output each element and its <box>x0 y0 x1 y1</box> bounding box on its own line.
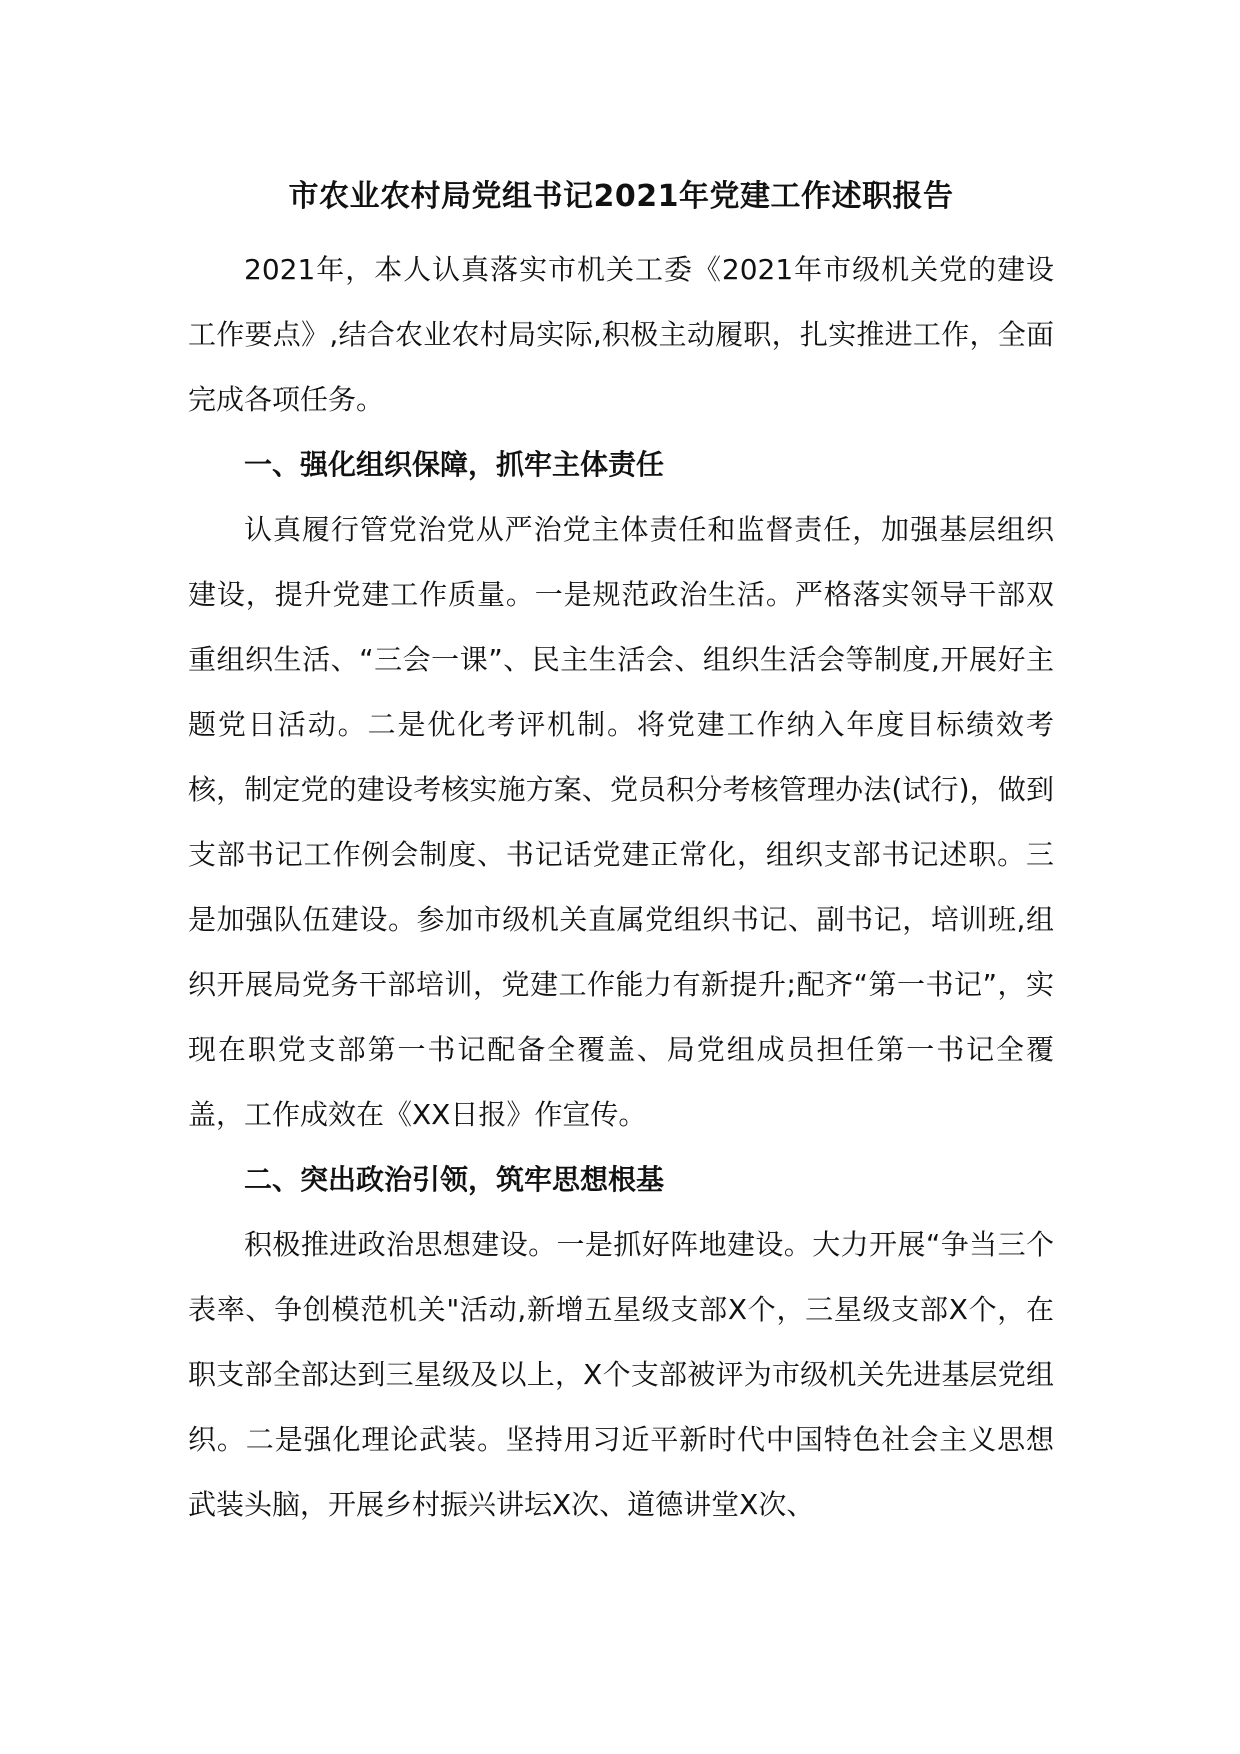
section-body-1: 认真履行管党治党从严治党主体责任和监督责任，加强基层组织建设，提升党建工作质量。一是规范政治生活。严格落实领导干部双重组织生活、“三会一课”、民主生活会、组织生活会等制度,开展好主题党日活动。二是优化考评机制。将党建工作纳入年度目标绩效考核，制定党的建设考核实施方案、党员积分考核管理办法(试行)，做到支部书记工作例会制度、书记话党建正常化，组织支部书记述职。三是加强队伍建设。参加市级机关直属党组织书记、副书记，培训班,组织开展局党务干部培训，党建工作能力有新提升;配齐“第一书记”，实现在职党支部第一书记配备全覆盖、局党组成员担任第一书记全覆盖，工作成效在《XX日报》作宣传。 <box>188 513 1054 1131</box>
section-heading-1: 一、强化组织保障，抓牢主体责任 <box>244 448 665 481</box>
section-body-2: 积极推进政治思想建设。一是抓好阵地建设。大力开展“争当三个表率、争创模范机关"活动,新增五星级支部X个，三星级支部X个，在职支部全部达到三星级及以上，X个支部被评为市级机关先进基层党组织。二是强化理论武装。坚持用习近平新时代中国特色社会主义思想武装头脑，开展乡村振兴讲坛X次、道德讲堂X次、 <box>188 1228 1054 1521</box>
document-body <box>188 172 1054 1537</box>
section-heading-2: 二、突出政治引领，筑牢思想根基 <box>244 1163 665 1196</box>
document-title: 市农业农村局党组书记2021年党建工作述职报告 <box>288 179 954 214</box>
intro-paragraph: 2021年，本人认真落实市机关工委《2021年市级机关党的建设工作要点》,结合农业农村局实际,积极主动履职，扎实推进工作，全面完成各项任务。 <box>188 253 1054 416</box>
